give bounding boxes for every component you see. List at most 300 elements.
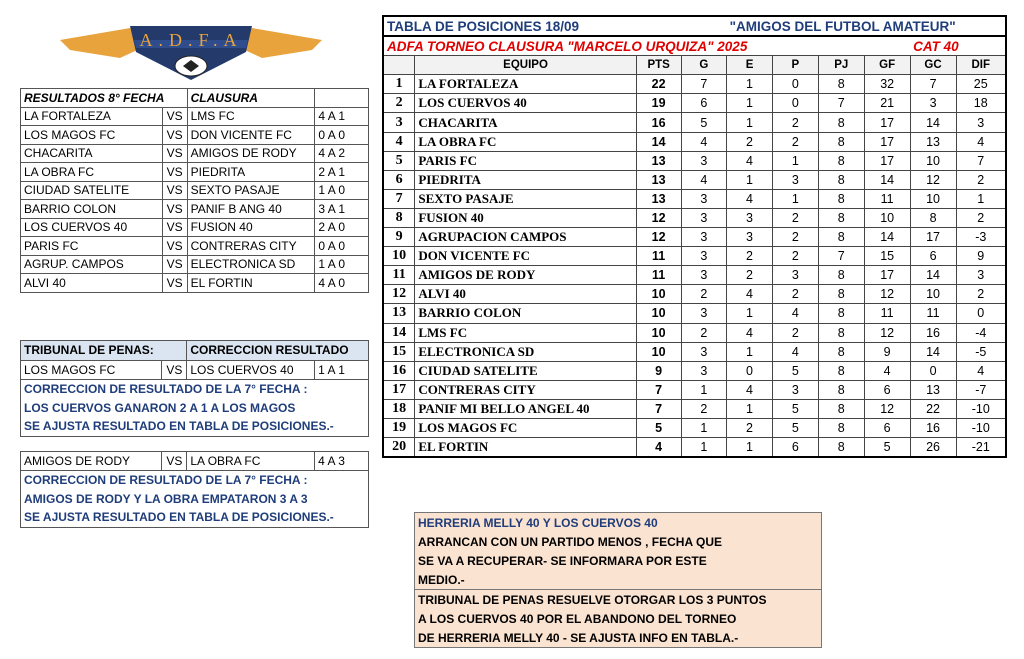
match-score: 2 A 1 [315, 163, 369, 182]
team-name: BARRIO COLON [415, 304, 636, 323]
match-home: CHACARITA [21, 144, 163, 163]
tribunal-note: LOS CUERVOS GANARON 2 A 1 A LOS MAGOS [21, 399, 369, 418]
note-line: A LOS CUERVOS 40 POR EL ABANDONO DEL TORNEO [418, 611, 737, 626]
result-row [21, 218, 369, 237]
team-played: 8 [818, 323, 864, 342]
standings-category: CAT 40 [910, 36, 1006, 56]
standings-row [383, 151, 1006, 170]
team-points: 7 [636, 399, 681, 418]
team-name: PARIS FC [415, 151, 636, 170]
team-lost: 5 [772, 418, 818, 437]
team-goal-diff: -4 [956, 323, 1006, 342]
team-won: 3 [681, 247, 727, 266]
team-won: 6 [681, 94, 727, 113]
results-subtitle: CLAUSURA [187, 89, 315, 108]
team-drawn: 1 [727, 342, 773, 361]
tribunal-note: SE AJUSTA RESULTADO EN TABLA DE POSICIONES.- [21, 417, 369, 436]
team-points: 12 [636, 228, 681, 247]
match-away: FUSION 40 [187, 218, 315, 237]
team-lost: 1 [772, 151, 818, 170]
team-lost: 2 [772, 132, 818, 151]
team-goals-against: 17 [910, 228, 956, 247]
team-points: 13 [636, 170, 681, 189]
result-row [21, 144, 369, 163]
team-goal-diff: -10 [956, 399, 1006, 418]
team-position: 16 [383, 361, 415, 380]
team-name: CHACARITA [415, 113, 636, 132]
team-goal-diff: -3 [956, 228, 1006, 247]
team-goals-against: 14 [910, 113, 956, 132]
team-goal-diff: -10 [956, 418, 1006, 437]
col-dif: DIF [956, 56, 1006, 75]
team-won: 1 [681, 418, 727, 437]
team-drawn: 2 [727, 418, 773, 437]
team-goal-diff: 2 [956, 285, 1006, 304]
team-goals-for: 14 [864, 170, 910, 189]
results-header [21, 89, 369, 108]
result-row [21, 181, 369, 200]
standings-row [383, 266, 1006, 285]
team-goal-diff: 2 [956, 208, 1006, 227]
team-drawn: 1 [727, 170, 773, 189]
team-name: CIUDAD SATELITE [415, 361, 636, 380]
team-points: 10 [636, 323, 681, 342]
team-drawn: 2 [727, 266, 773, 285]
col-e: E [727, 56, 773, 75]
team-points: 7 [636, 380, 681, 399]
team-drawn: 4 [727, 189, 773, 208]
result-row [21, 237, 369, 256]
team-goal-diff: -21 [956, 438, 1006, 458]
standings-title: TABLA DE POSICIONES 18/09 [383, 16, 727, 36]
team-won: 4 [681, 170, 727, 189]
tribunal-table [20, 340, 369, 528]
standings-subtitle-row [383, 36, 1006, 56]
team-drawn: 2 [727, 132, 773, 151]
team-position: 12 [383, 285, 415, 304]
standings-row [383, 170, 1006, 189]
match-score: 4 A 2 [315, 144, 369, 163]
note-line: SE VA A RECUPERAR- SE INFORMARA POR ESTE [418, 553, 707, 568]
team-drawn: 4 [727, 151, 773, 170]
team-goals-for: 12 [864, 285, 910, 304]
match-score: 0 A 0 [315, 237, 369, 256]
match-home: LA OBRA FC [21, 163, 163, 182]
match-vs: VS [162, 144, 187, 163]
team-lost: 5 [772, 361, 818, 380]
match-home: BARRIO COLON [21, 200, 163, 219]
match-home: AGRUP. CAMPOS [21, 255, 163, 274]
result-row [21, 126, 369, 145]
team-goals-against: 13 [910, 380, 956, 399]
team-name: PANIF MI BELLO ANGEL 40 [415, 399, 636, 418]
standings-row [383, 113, 1006, 132]
match-score: 3 A 1 [315, 200, 369, 219]
team-goals-against: 12 [910, 170, 956, 189]
match-away: AMIGOS DE RODY [187, 144, 315, 163]
team-points: 10 [636, 285, 681, 304]
team-won: 2 [681, 285, 727, 304]
team-goal-diff: 7 [956, 151, 1006, 170]
team-drawn: 1 [727, 75, 773, 94]
tribunal-header [21, 341, 369, 361]
team-lost: 1 [772, 189, 818, 208]
team-won: 3 [681, 151, 727, 170]
standings-league-name: "AMIGOS DEL FUTBOL AMATEUR" [727, 16, 1006, 36]
col-pj: PJ [818, 56, 864, 75]
tribunal-match-2 [21, 451, 369, 471]
result-row [21, 107, 369, 126]
team-position: 19 [383, 418, 415, 437]
standings-row [383, 132, 1006, 151]
team-name: PIEDRITA [415, 170, 636, 189]
team-name: LMS FC [415, 323, 636, 342]
team-name: CONTRERAS CITY [415, 380, 636, 399]
team-played: 8 [818, 266, 864, 285]
adfa-logo [60, 18, 322, 82]
standings-row [383, 189, 1006, 208]
team-goal-diff: 25 [956, 75, 1006, 94]
match-vs: VS [162, 163, 187, 182]
team-points: 13 [636, 189, 681, 208]
team-goals-against: 7 [910, 75, 956, 94]
team-lost: 3 [772, 380, 818, 399]
match-away: EL FORTIN [187, 274, 315, 293]
team-played: 8 [818, 170, 864, 189]
match-home: PARIS FC [21, 237, 163, 256]
match-vs: VS [162, 274, 187, 293]
team-position: 8 [383, 208, 415, 227]
result-row [21, 274, 369, 293]
team-name: LOS CUERVOS 40 [415, 94, 636, 113]
team-drawn: 4 [727, 285, 773, 304]
note-line: TRIBUNAL DE PENAS RESUELVE OTORGAR LOS 3 PUNTOS [415, 590, 822, 610]
note-line: DE HERRERIA MELLY 40 - SE AJUSTA INFO EN TABLA.- [418, 630, 739, 645]
team-drawn: 4 [727, 323, 773, 342]
team-lost: 0 [772, 94, 818, 113]
team-name: LOS MAGOS FC [415, 418, 636, 437]
team-position: 20 [383, 438, 415, 458]
standings-row [383, 399, 1006, 418]
result-row [21, 163, 369, 182]
team-lost: 4 [772, 342, 818, 361]
team-position: 10 [383, 247, 415, 266]
result-row [21, 200, 369, 219]
team-drawn: 1 [727, 94, 773, 113]
match-score: 0 A 0 [315, 126, 369, 145]
team-drawn: 4 [727, 380, 773, 399]
team-played: 7 [818, 247, 864, 266]
team-lost: 2 [772, 228, 818, 247]
team-won: 2 [681, 399, 727, 418]
match-home: LA FORTALEZA [21, 107, 163, 126]
team-position: 6 [383, 170, 415, 189]
team-name: LA FORTALEZA [415, 75, 636, 94]
team-points: 11 [636, 266, 681, 285]
match-score: 4 A 1 [315, 107, 369, 126]
team-goals-against: 3 [910, 94, 956, 113]
team-played: 8 [818, 380, 864, 399]
match-vs: VS [162, 126, 187, 145]
team-points: 13 [636, 151, 681, 170]
match-score: 1 A 0 [315, 255, 369, 274]
match-vs: VS [162, 255, 187, 274]
team-lost: 2 [772, 208, 818, 227]
match-away: PIEDRITA [187, 163, 315, 182]
standings-row [383, 323, 1006, 342]
team-position: 2 [383, 94, 415, 113]
team-position: 13 [383, 304, 415, 323]
team-drawn: 3 [727, 228, 773, 247]
col-gc: GC [910, 56, 956, 75]
team-drawn: 0 [727, 361, 773, 380]
team-played: 8 [818, 113, 864, 132]
team-goals-for: 12 [864, 399, 910, 418]
team-played: 8 [818, 189, 864, 208]
col-equipo: EQUIPO [415, 56, 636, 75]
standings-table [382, 15, 1007, 458]
team-played: 8 [818, 151, 864, 170]
team-goal-diff: 2 [956, 170, 1006, 189]
team-drawn: 2 [727, 247, 773, 266]
team-won: 3 [681, 304, 727, 323]
team-points: 5 [636, 418, 681, 437]
team-won: 3 [681, 361, 727, 380]
team-goal-diff: 4 [956, 132, 1006, 151]
team-points: 10 [636, 342, 681, 361]
match-score: 1 A 0 [315, 181, 369, 200]
team-name: LA OBRA FC [415, 132, 636, 151]
team-played: 8 [818, 75, 864, 94]
team-goal-diff: 0 [956, 304, 1006, 323]
standings-row [383, 285, 1006, 304]
results-table [20, 88, 369, 293]
col-gf: GF [864, 56, 910, 75]
team-goals-for: 5 [864, 438, 910, 458]
team-goal-diff: 3 [956, 113, 1006, 132]
team-played: 8 [818, 132, 864, 151]
standings-row [383, 380, 1006, 399]
team-won: 1 [681, 438, 727, 458]
standings-row [383, 247, 1006, 266]
match-home: LOS MAGOS FC [21, 126, 163, 145]
logo-text: A.D.F.A [139, 30, 243, 50]
match-vs: VS [162, 360, 187, 380]
team-goal-diff: 1 [956, 189, 1006, 208]
match-away: CONTRERAS CITY [187, 237, 315, 256]
match-score: 4 A 3 [315, 451, 369, 471]
team-played: 8 [818, 342, 864, 361]
team-name: ELECTRONICA SD [415, 342, 636, 361]
match-home: AMIGOS DE RODY [21, 451, 162, 471]
team-goals-for: 21 [864, 94, 910, 113]
results-title: RESULTADOS 8° FECHA [21, 89, 188, 108]
team-points: 22 [636, 75, 681, 94]
team-goal-diff: 4 [956, 361, 1006, 380]
team-goals-for: 17 [864, 113, 910, 132]
match-away: LA OBRA FC [187, 451, 315, 471]
match-score: 4 A 0 [315, 274, 369, 293]
match-away: DON VICENTE FC [187, 126, 315, 145]
team-goals-for: 11 [864, 304, 910, 323]
team-goals-for: 9 [864, 342, 910, 361]
team-played: 8 [818, 228, 864, 247]
tribunal-title: TRIBUNAL DE PENAS: [21, 341, 187, 361]
team-goals-for: 15 [864, 247, 910, 266]
tribunal-note: CORRECCION DE RESULTADO DE LA 7° FECHA : [21, 380, 369, 399]
team-goals-for: 17 [864, 266, 910, 285]
team-goal-diff: 3 [956, 266, 1006, 285]
team-won: 1 [681, 380, 727, 399]
team-played: 8 [818, 285, 864, 304]
notes-box [414, 512, 822, 648]
match-away: SEXTO PASAJE [187, 181, 315, 200]
team-position: 4 [383, 132, 415, 151]
team-lost: 6 [772, 438, 818, 458]
team-won: 3 [681, 208, 727, 227]
team-points: 16 [636, 113, 681, 132]
team-position: 17 [383, 380, 415, 399]
team-name: AMIGOS DE RODY [415, 266, 636, 285]
team-goal-diff: -7 [956, 380, 1006, 399]
team-goals-against: 16 [910, 323, 956, 342]
team-points: 12 [636, 208, 681, 227]
team-lost: 3 [772, 170, 818, 189]
team-lost: 2 [772, 323, 818, 342]
team-played: 7 [818, 94, 864, 113]
tribunal-note: SE AJUSTA RESULTADO EN TABLA DE POSICIONES.- [21, 508, 369, 527]
team-points: 11 [636, 247, 681, 266]
match-vs: VS [162, 218, 187, 237]
team-goals-against: 11 [910, 304, 956, 323]
team-goals-against: 13 [910, 132, 956, 151]
team-goals-against: 10 [910, 151, 956, 170]
team-points: 9 [636, 361, 681, 380]
team-goals-against: 14 [910, 266, 956, 285]
team-lost: 5 [772, 399, 818, 418]
standings-row [383, 438, 1006, 458]
match-vs: VS [162, 451, 187, 471]
team-position: 3 [383, 113, 415, 132]
team-goals-against: 10 [910, 189, 956, 208]
standings-subtitle: ADFA TORNEO CLAUSURA "MARCELO URQUIZA" 2025 [383, 36, 910, 56]
team-lost: 2 [772, 113, 818, 132]
team-goals-against: 6 [910, 247, 956, 266]
team-won: 7 [681, 75, 727, 94]
team-lost: 2 [772, 285, 818, 304]
team-position: 15 [383, 342, 415, 361]
match-vs: VS [162, 237, 187, 256]
team-drawn: 1 [727, 438, 773, 458]
team-goals-against: 10 [910, 285, 956, 304]
team-goals-for: 14 [864, 228, 910, 247]
standings-column-headers [383, 56, 1006, 75]
team-name: AGRUPACION CAMPOS [415, 228, 636, 247]
team-goals-against: 0 [910, 361, 956, 380]
match-score: 2 A 0 [315, 218, 369, 237]
result-row [21, 255, 369, 274]
team-goals-against: 14 [910, 342, 956, 361]
match-away: ELECTRONICA SD [187, 255, 315, 274]
team-won: 3 [681, 342, 727, 361]
team-goals-for: 32 [864, 75, 910, 94]
team-drawn: 1 [727, 399, 773, 418]
standings-row [383, 94, 1006, 113]
col-p: P [772, 56, 818, 75]
match-home: LOS CUERVOS 40 [21, 218, 163, 237]
standings-row [383, 75, 1006, 94]
match-away: LOS CUERVOS 40 [187, 360, 315, 380]
match-home: LOS MAGOS FC [21, 360, 162, 380]
team-goals-for: 6 [864, 380, 910, 399]
match-away: PANIF B ANG 40 [187, 200, 315, 219]
team-goals-for: 17 [864, 132, 910, 151]
team-position: 14 [383, 323, 415, 342]
team-name: ALVI 40 [415, 285, 636, 304]
team-lost: 3 [772, 266, 818, 285]
team-won: 3 [681, 266, 727, 285]
team-points: 4 [636, 438, 681, 458]
team-lost: 0 [772, 75, 818, 94]
team-won: 5 [681, 113, 727, 132]
team-name: FUSION 40 [415, 208, 636, 227]
note-line: MEDIO.- [418, 572, 465, 587]
standings-row [383, 208, 1006, 227]
team-goal-diff: 18 [956, 94, 1006, 113]
team-name: DON VICENTE FC [415, 247, 636, 266]
team-won: 3 [681, 228, 727, 247]
team-won: 3 [681, 189, 727, 208]
team-name: EL FORTIN [415, 438, 636, 458]
team-goals-against: 16 [910, 418, 956, 437]
standings-row [383, 361, 1006, 380]
team-position: 11 [383, 266, 415, 285]
team-played: 8 [818, 418, 864, 437]
team-goal-diff: 9 [956, 247, 1006, 266]
tribunal-subtitle: CORRECCION RESULTADO [187, 341, 369, 361]
team-played: 8 [818, 361, 864, 380]
team-points: 19 [636, 94, 681, 113]
team-position: 18 [383, 399, 415, 418]
team-points: 10 [636, 304, 681, 323]
match-vs: VS [162, 181, 187, 200]
team-played: 8 [818, 208, 864, 227]
team-drawn: 1 [727, 304, 773, 323]
team-goals-for: 12 [864, 323, 910, 342]
team-played: 8 [818, 304, 864, 323]
match-score: 1 A 1 [315, 360, 369, 380]
team-drawn: 3 [727, 208, 773, 227]
tribunal-note: CORRECCION DE RESULTADO DE LA 7° FECHA : [21, 471, 369, 490]
team-position: 9 [383, 228, 415, 247]
team-goals-for: 6 [864, 418, 910, 437]
match-vs: VS [162, 200, 187, 219]
team-lost: 4 [772, 304, 818, 323]
team-goals-against: 26 [910, 438, 956, 458]
standings-row [383, 228, 1006, 247]
team-position: 5 [383, 151, 415, 170]
match-home: CIUDAD SATELITE [21, 181, 163, 200]
team-goals-against: 8 [910, 208, 956, 227]
col-pts: PTS [636, 56, 681, 75]
tribunal-note: AMIGOS DE RODY Y LA OBRA EMPATARON 3 A 3 [21, 490, 369, 509]
team-position: 7 [383, 189, 415, 208]
col-g: G [681, 56, 727, 75]
team-played: 8 [818, 438, 864, 458]
team-goals-for: 11 [864, 189, 910, 208]
team-goals-for: 10 [864, 208, 910, 227]
team-position: 1 [383, 75, 415, 94]
